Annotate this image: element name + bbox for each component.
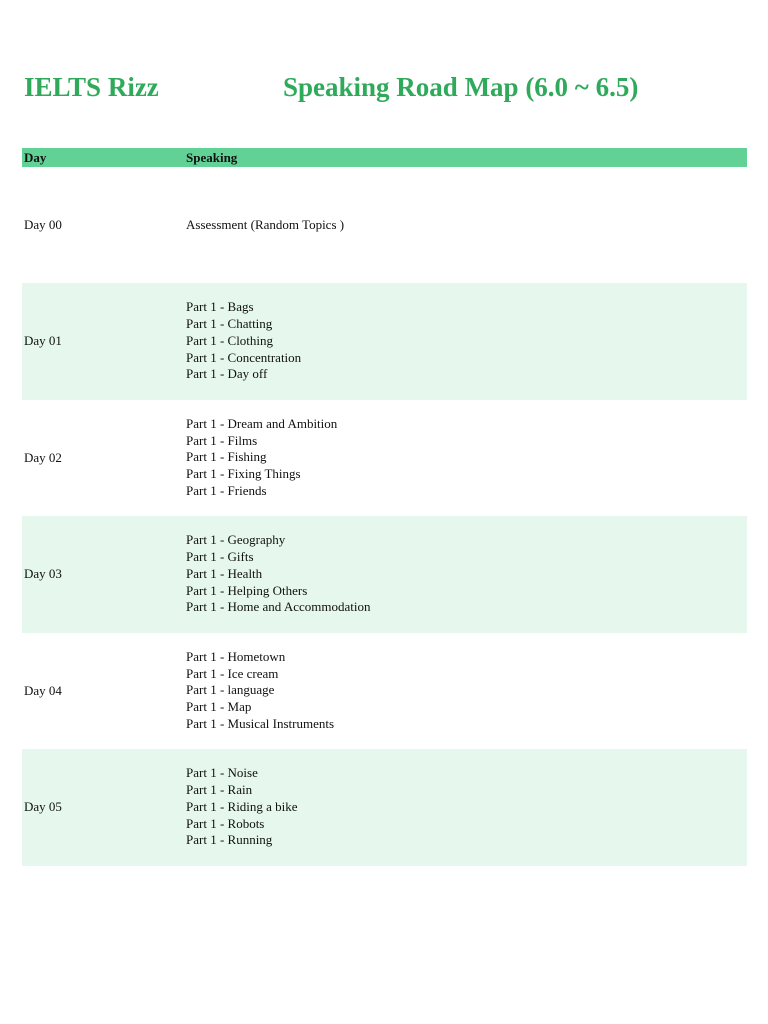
topic-item: Part 1 - Rain [186,782,253,798]
day-cell: Day 01 [24,333,62,349]
topic-item: Part 1 - Chatting [186,316,273,332]
brand-name: IELTS Rizz [24,72,159,102]
topic-item: Part 1 - Clothing [186,332,274,348]
speaking-cell [186,649,747,733]
topic-item: Part 1 - Ice cream [186,665,279,681]
topic-item: Part 1 - Map [186,699,252,715]
topic-item: Part 1 - Home and Accommodation [186,599,371,615]
topic-item: Part 1 - Health [186,565,263,581]
topic-item: Part 1 - Robots [186,815,265,831]
topic-item: Part 1 - Musical Instruments [186,715,335,731]
topic-item: Part 1 - Helping Others [186,582,308,598]
topic-item: Part 1 - Dream and Ambition [186,415,338,431]
topic-item: Part 1 - Films [186,432,258,448]
topic-item: Assessment (Random Topics ) [186,216,345,232]
table-row [22,633,747,750]
table-row [22,400,747,517]
day-cell: Day 02 [24,449,62,465]
topic-item: Part 1 - Fishing [186,449,267,465]
page-title: Speaking Road Map (6.0 ~ 6.5) [283,72,639,102]
table-row [22,167,747,283]
topic-item: Part 1 - Bags [186,299,254,315]
column-header-speaking: Speaking [186,149,238,165]
topic-item: Part 1 - Noise [186,765,258,781]
topic-item: Part 1 - Running [186,832,273,848]
table-row [22,283,747,400]
day-cell: Day 00 [24,217,62,232]
topic-item: Part 1 - language [186,682,275,698]
speaking-cell [186,299,747,383]
column-header-day: Day [24,149,47,165]
roadmap-table [22,148,747,866]
table-row [22,749,747,866]
day-cell: Day 04 [24,682,62,698]
topic-item: Part 1 - Geography [186,532,286,548]
day-cell: Day 03 [24,566,62,582]
topic-item: Part 1 - Friends [186,482,267,498]
topic-item: Part 1 - Hometown [186,648,286,664]
topic-item: Part 1 - Fixing Things [186,466,301,482]
table-row [22,516,747,633]
speaking-cell [186,532,747,616]
day-cell: Day 05 [24,799,62,815]
speaking-cell [186,217,747,234]
topic-item: Part 1 - Day off [186,366,268,382]
topic-item: Part 1 - Riding a bike [186,798,298,814]
speaking-cell [186,765,747,849]
page-header [24,72,744,108]
topic-item: Part 1 - Gifts [186,549,254,565]
topic-item: Part 1 - Concentration [186,349,302,365]
speaking-cell [186,416,747,500]
table-header-row [22,148,747,167]
